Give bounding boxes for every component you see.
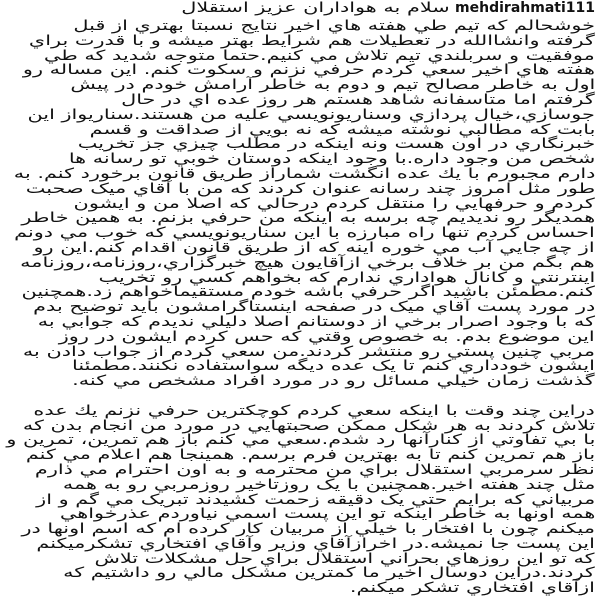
caption-line: گرفته وانشاالله در تعطيلات هم شرايط بهتر ميشه و با قدرت براي (29, 32, 595, 49)
caption-line: اينترنتي و كانال هواداري ندارم كه بخواهم كسي رو تخريب (98, 269, 595, 286)
caption-line: كردند.دراين دوسال اخير ما كمترين مشكل مالي رو داشتيم كه (63, 565, 595, 582)
caption-body (5, 19, 595, 596)
caption-line: اين پست جا نميشه.در اخرازآقاي وزير وآقاي افتخاري تشكرميكنم (36, 535, 595, 552)
username-link[interactable]: mehdirahmati111 (455, 0, 595, 16)
caption-line: دراين چند وقت با اينكه سعي كردم كوچكترين حرفي نزنم يك عده (33, 402, 595, 419)
caption-greeting: سلام به هواداران عزيز استقلال (181, 0, 451, 16)
caption-line: هفته هاي اخير سعي كردم حرفي نزنم و سكوت كنم. اين مساله رو (22, 62, 595, 79)
caption-line: مربياني كه برايم حتي يک دقيقه زحمت كشيدند تبريک مي گم و از (35, 491, 595, 508)
caption-line: شخص من وجود داره.با وجود اينكه دوستان خوبي تو رسانه ها (68, 151, 595, 168)
caption-header (5, 0, 595, 19)
caption-line: تلاش كردند به هر شكل ممكن صحبتهايي در مورد من انجام بدن كه (22, 417, 595, 434)
caption-line: مثل چند هفته اخير.همچنين با يک روزتاخير روزمربي رو به همه (62, 476, 595, 493)
caption-line: كه با وجود اصرار برخي از دوستانم اصلا دليلي نديدم كه جوابي به (37, 313, 595, 330)
caption-line: كنم.مطمئن باشيد اگر حرفي باشه خودم مستقيماخواهم زد.همچنين (21, 284, 595, 301)
caption-line: همديگر رو نديديم چه برسه به اينكه من حرفي بزنم. به همين خاطر (21, 210, 595, 227)
caption-line: هم بگم من بر خلاف برخي ازآقايون هيچ خبرگزاري،روزنامه،روزنامه (20, 254, 595, 271)
caption-line: كردم و حرفهايي را منتقل كردم درحالي كه اصلا من و ايشون (73, 195, 595, 212)
caption-line: جوسازي،خيال پردازي وسناريونويسي عليه من هستند.سناريواز اين (27, 106, 595, 123)
caption-paragraph (5, 19, 595, 389)
caption-line: گذشت زمان خيلي مسائل رو در مورد افراد مشخص مي كنه. (72, 373, 595, 390)
caption-line: ازآقاي افتخاري تشكر ميكنم. (349, 580, 595, 597)
caption-paragraph (5, 404, 595, 596)
caption-line: كه تو اين روزهاي بحراني استقلال براي حل مشكلات تلاش (94, 550, 595, 567)
caption-line: در مورد پست آقاي ميک در صفحه اينستاگرامشون بايد توضيح بدم (32, 299, 595, 316)
caption-line: مربي چنين پستي رو منتشر كردند.من سعي كردم از جواب دادن به (22, 343, 595, 360)
caption-line: دارم مجبورم با يك عده انگشت شماراز طريق قانون برخورد كنم. به (13, 165, 595, 182)
caption-line: از چه جايي آب مي خوره اينه كه از طريق قانون اقدام كنم.اين رو (33, 239, 595, 256)
caption-line: با بي تفاوتي از كنارآنها رد شدم.سعي مي كنم باز هم تمرين، تمرين و (6, 432, 595, 449)
caption-line: باز هم تمرين كنم تا به بهترين فرم برسم. همينجا هم اعلام مي كنم (25, 447, 595, 464)
caption-line: اين موضوع بدم. به خصوص وقتي كه حس كردم ايشون در روز (59, 328, 595, 345)
caption-line: گرفتم اما متاسفانه شاهد هستم هر روز عده اي در حال (121, 91, 595, 108)
caption-line: همه اونها به خاطر اينكه تو اين پست اسمي نياوردم عذرخواهي (59, 506, 595, 523)
caption-line: ميكنم چون با افتخار با خيلي از مربيان كار كرده ام كه اسم اونها در (21, 521, 595, 538)
caption-line: نظر سرمربي استقلال براي من محترمه و به اون احترام مي ذارم (35, 461, 595, 478)
caption-line: اول به خاطر مصالح تيم و دوم به خاطر آرامش خودم در پيش (69, 77, 595, 94)
caption-line: ايشون خودداري كنم تا يک عده ديگه سواستفاده نكنند.مطمئنا (72, 358, 595, 375)
caption-line: طور مثل امروز چند رسانه عنوان كردند كه من با آقاي ميک صحبت (25, 180, 595, 197)
caption-line: موفقيت و سربلندي تيم تلاش مي كنيم.حتما متوجه شديد كه طي (44, 47, 595, 64)
caption-line: خوشحالم كه تيم طي هفته هاي اخير نتايج نسبتا بهتري از قبل (73, 18, 595, 34)
caption-line: بابت كه مطالبي نوشته ميشه كه نه بويي از صداقت و قسم (89, 121, 595, 138)
caption-line: خبرنگاري در اون هست ونه اينكه در مطلب چيزي جز تخريب (77, 136, 595, 153)
caption-line: احساس كردم تنها راه مبارزه با اين سناريونويسي كه خوب مي دونم (14, 225, 595, 242)
